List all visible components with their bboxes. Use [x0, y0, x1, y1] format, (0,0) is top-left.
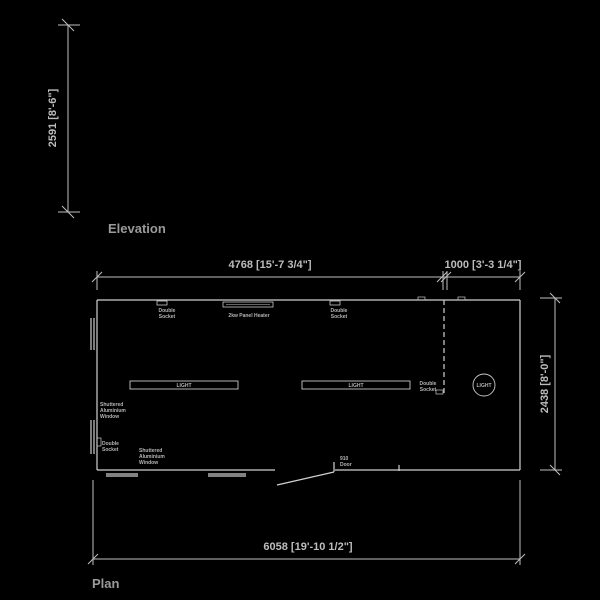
main-length-label: 4768 [15'-7 3/4"]: [228, 259, 312, 271]
socket-partition-line1: Double: [419, 381, 437, 387]
partition-socket-symbol: [436, 390, 443, 394]
light-left-label: LIGHT: [176, 383, 192, 389]
socket-top-left-line2: Socket: [158, 314, 176, 320]
elevation-height-dimension: [47, 19, 80, 218]
window-left-line1: Shuttered: [100, 402, 124, 408]
width-dimension: [539, 293, 562, 475]
door-swing: [277, 462, 334, 485]
socket-left-line2: Socket: [102, 447, 119, 453]
light-right-label: LIGHT: [348, 383, 364, 389]
end-length-dimension: [441, 259, 525, 290]
socket-symbol-1: [157, 301, 167, 305]
elevation-title: Elevation: [108, 221, 166, 236]
socket-symbol-2: [330, 301, 340, 305]
door-line1: 910: [340, 456, 349, 462]
heater-label: 2kw Panel Heater: [228, 313, 270, 319]
width-label: 2438 [8'-0"]: [539, 354, 551, 414]
left-window-lower: [91, 420, 94, 454]
window-bottom-line1: Shuttered: [139, 448, 163, 454]
light-round-label: LIGHT: [476, 383, 492, 389]
door-line2: Door: [340, 462, 352, 468]
socket-top-right-line1: Double: [330, 308, 348, 314]
main-length-dimension: [92, 259, 447, 290]
window-left-line3: Window: [100, 414, 120, 420]
bottom-window-right: [208, 474, 246, 476]
plan-title: Plan: [92, 576, 120, 591]
elevation-height-label: 2591 [8'-6"]: [47, 88, 59, 148]
window-bottom-line3: Window: [139, 460, 159, 466]
overall-length-dimension: [88, 480, 525, 565]
overall-length-label: 6058 [19'-10 1/2"]: [263, 541, 353, 553]
plan-walls: [97, 300, 520, 470]
window-left-line2: Aluminium: [100, 408, 126, 414]
bottom-window-left: [106, 474, 138, 476]
window-bottom-line2: Aluminium: [139, 454, 165, 460]
socket-partition-line2: Socket: [419, 387, 437, 393]
socket-top-right-line2: Socket: [330, 314, 348, 320]
socket-top-left-line1: Double: [158, 308, 176, 314]
end-length-label: 1000 [3'-3 1/4"]: [444, 259, 522, 271]
left-window-upper: [91, 318, 94, 350]
socket-left-line1: Double: [102, 441, 119, 447]
